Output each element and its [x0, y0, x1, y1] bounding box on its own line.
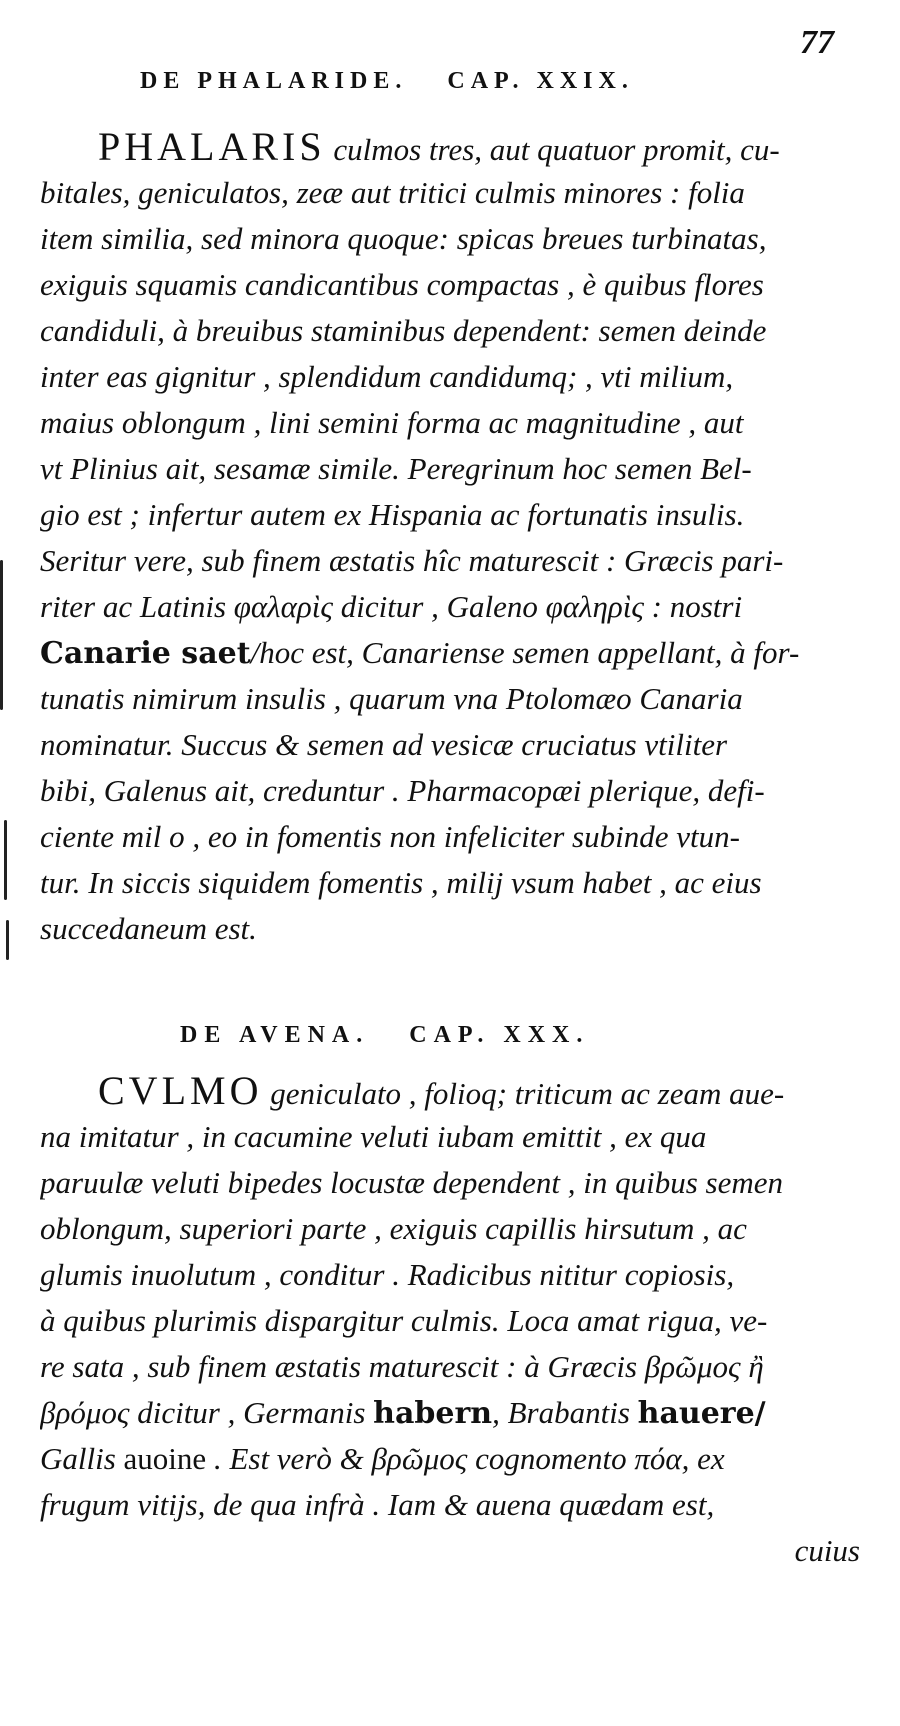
chapter-number: CAP. XXX. — [409, 1022, 590, 1048]
text-line: re sata , sub finem æstatis maturescit : à Græcis βρῶμος ἢ — [40, 1349, 764, 1384]
text-line — [40, 1068, 860, 1114]
chapter-title: DE AVENA. — [180, 1022, 370, 1048]
chapter-title: DE PHALARIDE. — [140, 68, 408, 94]
text-line: inter eas gignitur , splendidum candidumq; , vti milium, — [40, 359, 734, 394]
text-line: succedaneum est. — [40, 911, 257, 946]
text-line: vt Plinius ait, sesamæ simile. Peregrinum hoc semen Bel- — [40, 451, 752, 486]
catchword: cuius — [794, 1533, 860, 1568]
text-line: exiguis squamis candicantibus compactas , è quibus flores — [40, 267, 764, 302]
chapter-number: CAP. XXIX. — [447, 68, 634, 94]
text-line: Seritur vere, sub finem æstatis hîc maturescit : Græcis pari- — [40, 543, 784, 578]
text-line: glumis inuolutum , conditur . Radicibus nititur copiosis, — [40, 1257, 735, 1292]
text-line: βρόμος dicitur , Germanis habern, Brabantis hauere/ — [40, 1395, 766, 1431]
text-line: item similia, sed minora quoque: spicas breues turbinatas, — [40, 221, 767, 256]
text-line: bitales, geniculatos, zeæ aut tritici culmis minores : folia — [40, 175, 745, 210]
text-line: ciente mil o , eo in fomentis non infeliciter subinde vtun- — [40, 819, 740, 854]
text-line: oblongum, superiori parte , exiguis capillis hirsutum , ac — [40, 1211, 747, 1246]
text-line: maius oblongum , lini semini forma ac magnitudine , aut — [40, 405, 744, 440]
chapter-heading-phalaride — [140, 68, 634, 95]
text-line: bibi, Galenus ait, creduntur . Pharmacopæi plerique, defi- — [40, 773, 765, 808]
text-line: riter ac Latinis φαλαρὶς dicitur , Galeno φαληρὶς : nostri — [40, 589, 743, 624]
chapter-heading-avena — [180, 1022, 589, 1049]
text-line: tunatis nimirum insulis , quarum vna Ptolomæo Canaria — [40, 681, 743, 716]
roman-word: auoine — [123, 1441, 207, 1476]
line-text: culmos tres, aut quatuor promit, cu- — [325, 132, 780, 167]
text-line: candiduli, à breuibus staminibus dependent: semen deinde — [40, 313, 767, 348]
text-line: na imitatur , in cacumine veluti iubam emittit , ex qua — [40, 1119, 707, 1154]
text-line — [40, 124, 860, 170]
page-number: 77 — [800, 24, 834, 61]
text-line: à quibus plurimis dispargitur culmis. Loca amat rigua, ve- — [40, 1303, 768, 1338]
line-text: geniculato , folioq; triticum ac zeam aue- — [262, 1076, 785, 1111]
blackletter-word: habern — [373, 1396, 493, 1431]
margin-mark — [4, 820, 7, 900]
drop-cap-word: PHALARIS — [98, 124, 326, 169]
text-line: paruulæ veluti bipedes locustæ dependent , in quibus semen — [40, 1165, 784, 1200]
drop-cap-word: CVLMO — [98, 1068, 263, 1113]
blackletter-word: hauere/ — [637, 1396, 766, 1431]
text-block-avena — [40, 1068, 860, 1574]
text-block-phalaride — [40, 124, 860, 952]
margin-mark — [0, 560, 3, 710]
blackletter-word: Canarie saet — [40, 636, 251, 671]
text-line: tur. In siccis siquidem fomentis , milij vsum habet , ac eius — [40, 865, 762, 900]
margin-mark — [6, 920, 9, 960]
text-line: Canarie saet/hoc est, Canariense semen appellant, à for- — [40, 635, 800, 671]
text-line: frugum vitijs, de qua infrà . Iam & auena quædam est, — [40, 1487, 715, 1522]
text-line: gio est ; infertur autem ex Hispania ac fortunatis insulis. — [40, 497, 745, 532]
text-line: nominatur. Succus & semen ad vesicæ cruciatus vtiliter — [40, 727, 728, 762]
text-line: Gallis auoine . Est verò & βρῶμος cognomento πόα, ex — [40, 1441, 725, 1476]
